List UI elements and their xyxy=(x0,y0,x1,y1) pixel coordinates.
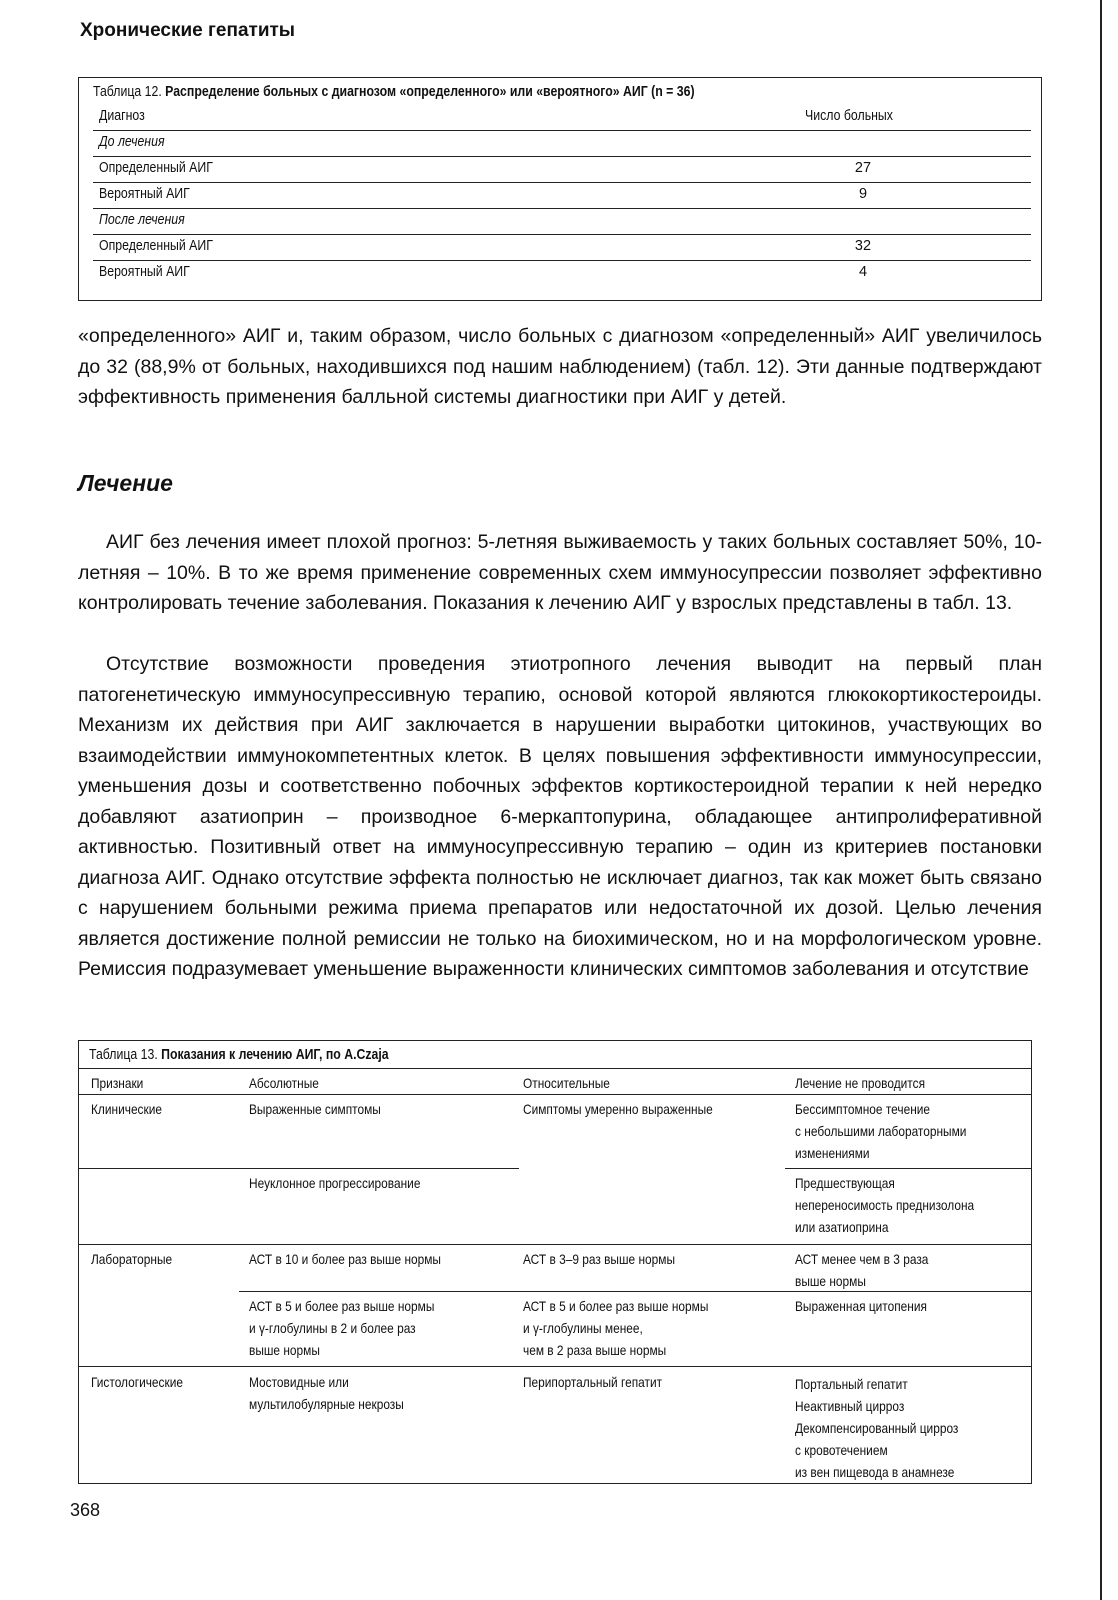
body-paragraph: Отсутствие возможности проведения этиотропного лечения выводит на первый план патогенетическую иммуносупрессивную терапию, основой которой являются глюкокортикостероиды. Механизм их действия при АИГ заключается в нарушении выработки цитокинов, участвующих во взаимодействии иммунокомпетентных клеток. В целях повышения эффективности иммуносупрессии, уменьшения дозы и соответственно побочных эффектов кортикостероидной терапии к ней нередко добавляют азатиоприн – производное 6-меркаптопурина, обладающее антипролиферативной активностью. Позитивный ответ на иммуносупрессивную терапию – один из критериев постановки диагноза АИГ. Однако отсутствие эффекта полностью не исключает диагноз, так как может быть связано с нарушением больными режима приема препаратов или недостаточной их дозой. Целью лечения является достижение полной ремиссии не только на биохимическом, но и на морфологическом уровне. Ремиссия подразумевает уменьшение выраженности клинических симптомов заболевания и отсутствие xyxy=(78,653,1042,980)
table-13-cell: Выраженные симптомы xyxy=(249,1101,381,1117)
table-row xyxy=(93,261,1031,286)
table-13-header-relative: Относительные xyxy=(523,1075,610,1091)
table-13-header-signs: Признаки xyxy=(91,1075,144,1091)
table-12-row-label: Вероятный АИГ xyxy=(99,186,190,202)
table-13-caption-prefix: Таблица 13. xyxy=(89,1046,158,1063)
table-13-header-no-treatment: Лечение не проводится xyxy=(795,1075,926,1091)
table-12 xyxy=(78,77,1042,301)
table-13-clinical-label: Клинические xyxy=(91,1101,162,1117)
table-13-cell: и γ-глобулины менее, xyxy=(523,1320,643,1336)
table-13-cell: Декомпенсированный цирроз xyxy=(795,1420,959,1436)
table-13-cell: АСТ в 5 и более раз выше нормы xyxy=(249,1298,435,1314)
table-13 xyxy=(78,1040,1032,1484)
table-13-cell: АСТ в 10 и более раз выше нормы xyxy=(249,1251,441,1267)
table-13-cell: Перипортальный гепатит xyxy=(523,1374,663,1390)
table-12-section-row xyxy=(93,209,1031,235)
table-12-row-value: 27 xyxy=(854,160,872,176)
table-13-cell: мультилобулярные некрозы xyxy=(249,1396,404,1412)
table-12-row-value: 9 xyxy=(858,186,868,202)
table-13-cell: и γ-глобулины в 2 и более раз xyxy=(249,1320,416,1336)
table-row xyxy=(93,235,1031,261)
table-13-cell: выше нормы xyxy=(249,1342,320,1358)
table-13-cell: Выраженная цитопения xyxy=(795,1298,927,1314)
table-13-cell: с кровотечением xyxy=(795,1442,888,1458)
running-head: Хронические гепатиты xyxy=(80,20,296,41)
table-13-caption-title: Показания к лечению АИГ, по A.Czaja xyxy=(161,1046,389,1063)
section-heading: Лечение xyxy=(78,470,173,496)
table-12-caption-title: Распределение больных с диагнозом «определенного» или «вероятного» АИГ (n = 36) xyxy=(165,83,695,100)
table-13-cell: выше нормы xyxy=(795,1273,866,1289)
table-12-row-label: Определенный АИГ xyxy=(99,238,213,254)
table-row xyxy=(93,183,1031,209)
table-12-row-value: 32 xyxy=(854,238,872,254)
body-paragraph: АИГ без лечения имеет плохой прогноз: 5-летняя выживаемость у таких больных составляет 50%, 10-летняя – 10%. В то же время применение современных схем иммуносупрессии позволяет эффективно контролировать течение заболевания. Показания к лечению АИГ у взрослых представлены в табл. 13. xyxy=(78,531,1042,614)
table-rule xyxy=(785,1168,1031,1169)
page-number: 368 xyxy=(70,1500,101,1520)
table-rule xyxy=(79,1168,519,1169)
table-12-header-count: Число больных xyxy=(805,108,893,124)
table-13-cell: из вен пищевода в анамнезе xyxy=(795,1464,955,1480)
table-13-cell: изменениями xyxy=(795,1145,870,1161)
table-rule xyxy=(79,1366,1031,1367)
table-13-cell: Мостовидные или xyxy=(249,1374,349,1390)
table-12-section-row xyxy=(93,131,1031,157)
table-12-row-value: 4 xyxy=(858,264,868,280)
table-12-caption xyxy=(93,83,695,100)
table-13-cell: Портальный гепатит xyxy=(795,1376,908,1392)
table-12-row-label: Вероятный АИГ xyxy=(99,264,190,280)
table-13-caption xyxy=(89,1046,389,1063)
table-12-caption-prefix: Таблица 12. xyxy=(93,83,162,100)
table-13-lab-label: Лабораторные xyxy=(91,1251,173,1267)
table-12-section-after: После лечения xyxy=(99,212,185,228)
table-13-cell: АСТ менее чем в 3 раза xyxy=(795,1251,929,1267)
table-12-header-row xyxy=(93,105,1031,131)
table-row xyxy=(93,157,1031,183)
table-rule xyxy=(79,1068,1031,1069)
table-13-cell: Бессимптомное течение xyxy=(795,1101,931,1117)
table-13-cell: АСТ в 3–9 раз выше нормы xyxy=(523,1251,676,1267)
table-rule xyxy=(79,1244,1031,1245)
table-12-section-before: До лечения xyxy=(99,134,165,150)
table-13-cell: с небольшими лабораторными xyxy=(795,1123,967,1139)
table-13-cell: или азатиоприна xyxy=(795,1219,889,1235)
table-12-header-diagnosis: Диагноз xyxy=(99,108,145,124)
page-edge-rule xyxy=(1100,0,1102,1600)
table-13-cell: Неуклонное прогрессирование xyxy=(249,1175,421,1191)
table-12-row-label: Определенный АИГ xyxy=(99,160,213,176)
table-13-cell: Симптомы умеренно выраженные xyxy=(523,1101,713,1117)
table-rule xyxy=(79,1094,1031,1095)
table-13-cell: непереносимость преднизолона xyxy=(795,1197,975,1213)
table-rule xyxy=(239,1291,1031,1292)
body-paragraph: «определенного» АИГ и, таким образом, число больных с диагнозом «определенный» АИГ увеличилось до 32 (88,9% от больных, находившихся под нашим наблюдением) (табл. 12). Эти данные подтверждают эффективность применения балльной системы диагностики при АИГ у детей. xyxy=(78,325,1042,408)
table-13-header-absolute: Абсолютные xyxy=(249,1075,319,1091)
table-13-cell: АСТ в 5 и более раз выше нормы xyxy=(523,1298,709,1314)
table-13-cell: Неактивный цирроз xyxy=(795,1398,905,1414)
table-13-hist-label: Гистологические xyxy=(91,1374,183,1390)
table-13-cell: Предшествующая xyxy=(795,1175,895,1191)
table-13-cell: чем в 2 раза выше нормы xyxy=(523,1342,667,1358)
